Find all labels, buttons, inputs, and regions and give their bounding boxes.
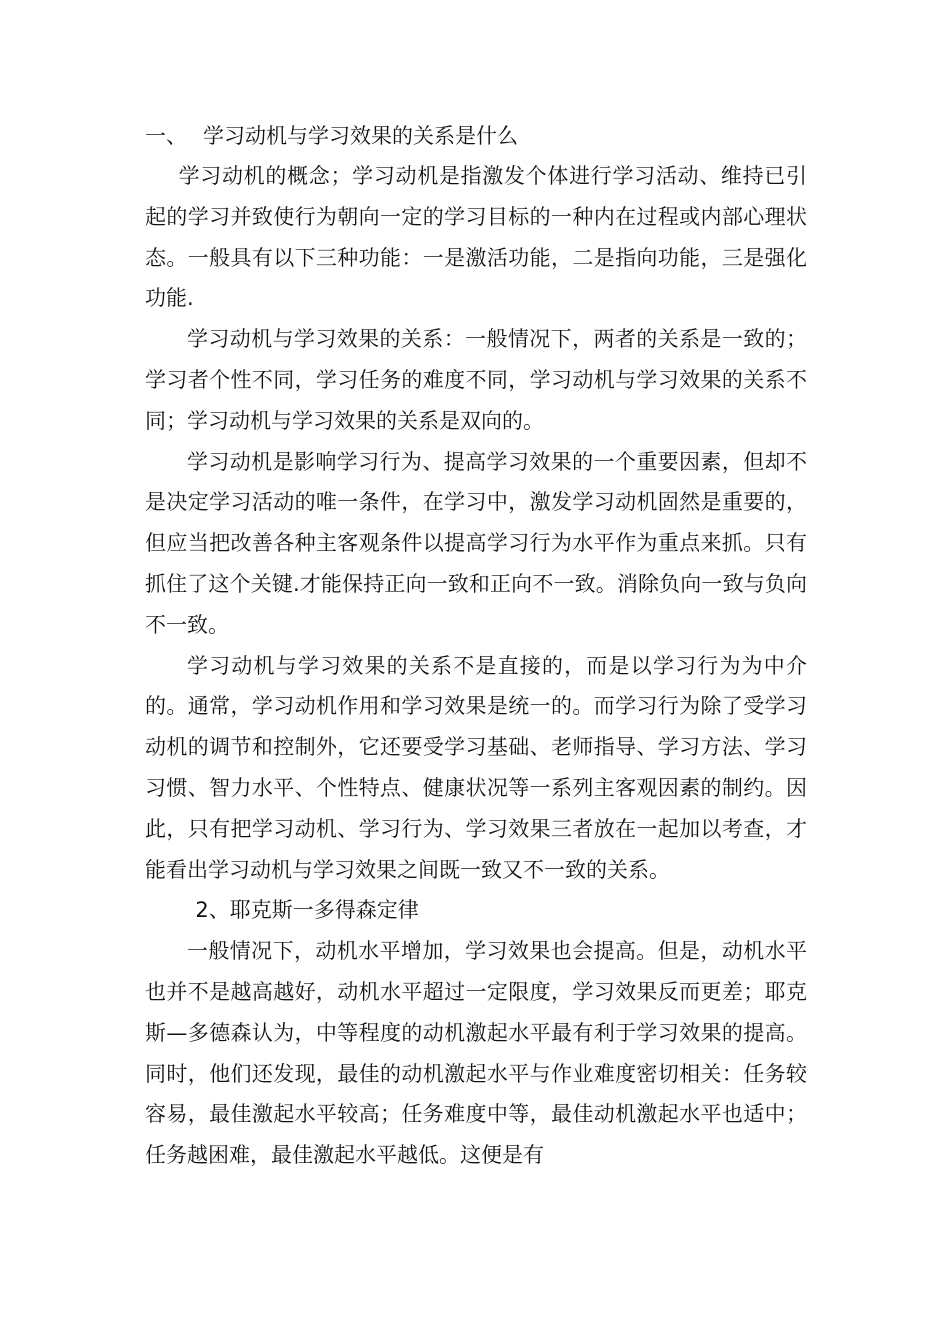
paragraph-important-factor: 学习动机是影响学习行为、提高学习效果的一个重要因素，但却不是决定学习活动的唯一条件，在学习中，激发学习动机固然是重要的，但应当把改善各种主客观条件以提高学习行为水平作为重点来抓。只有抓住了这个关键.才能保持正向一致和正向不一致。消除负向一致与负向不一致。 bbox=[145, 449, 807, 637]
paragraph-yerkes-dodson: 一般情况下，动机水平增加，学习效果也会提高。但是，动机水平也并不是越高越好，动机水平超过一定限度，学习效果反而更差；耶克斯—多德森认为，中等程度的动机激起水平最有利于学习效果的提高。同时，他们还发现，最佳的动机激起水平与作业难度密切相关：任务较容易，最佳激起水平较高；任务难度中等，最佳动机激起水平也适中；任务越困难，最佳激起水平越低。这便是有 bbox=[145, 939, 807, 1168]
section-heading bbox=[145, 116, 807, 156]
paragraph-motivation-concept: 学习动机的概念；学习动机是指激发个体进行学习活动、维持已引起的学习并致使行为朝向一定的学习目标的一种内在过程或内部心理状态。一般具有以下三种功能：一是激活功能，二是指向功能，三是强化功能. bbox=[145, 164, 807, 311]
section-number: 一、 bbox=[145, 124, 187, 148]
paragraph-relationship: 学习动机与学习效果的关系：一般情况下，两者的关系是一致的；学习者个性不同，学习任务的难度不同，学习动机与学习效果的关系不同；学习动机与学习效果的关系是双向的。 bbox=[145, 327, 807, 433]
section-title: 学习动机与学习效果的关系是什么 bbox=[203, 124, 518, 148]
paragraph-indirect-relationship: 学习动机与学习效果的关系不是直接的，而是以学习行为为中介的。通常，学习动机作用和学习效果是统一的。而学习行为除了受学习动机的调节和控制外，它还要受学习基础、老师指导、学习方法、学习习惯、智力水平、个性特点、健康状况等一系列主客观因素的制约。因此，只有把学习动机、学习行为、学习效果三者放在一起加以考查，才能看出学习动机与学习效果之间既一致又不一致的关系。 bbox=[145, 653, 807, 882]
document-body bbox=[145, 116, 807, 1176]
subsection-heading: 2、耶克斯一多得森定律 bbox=[195, 898, 419, 923]
